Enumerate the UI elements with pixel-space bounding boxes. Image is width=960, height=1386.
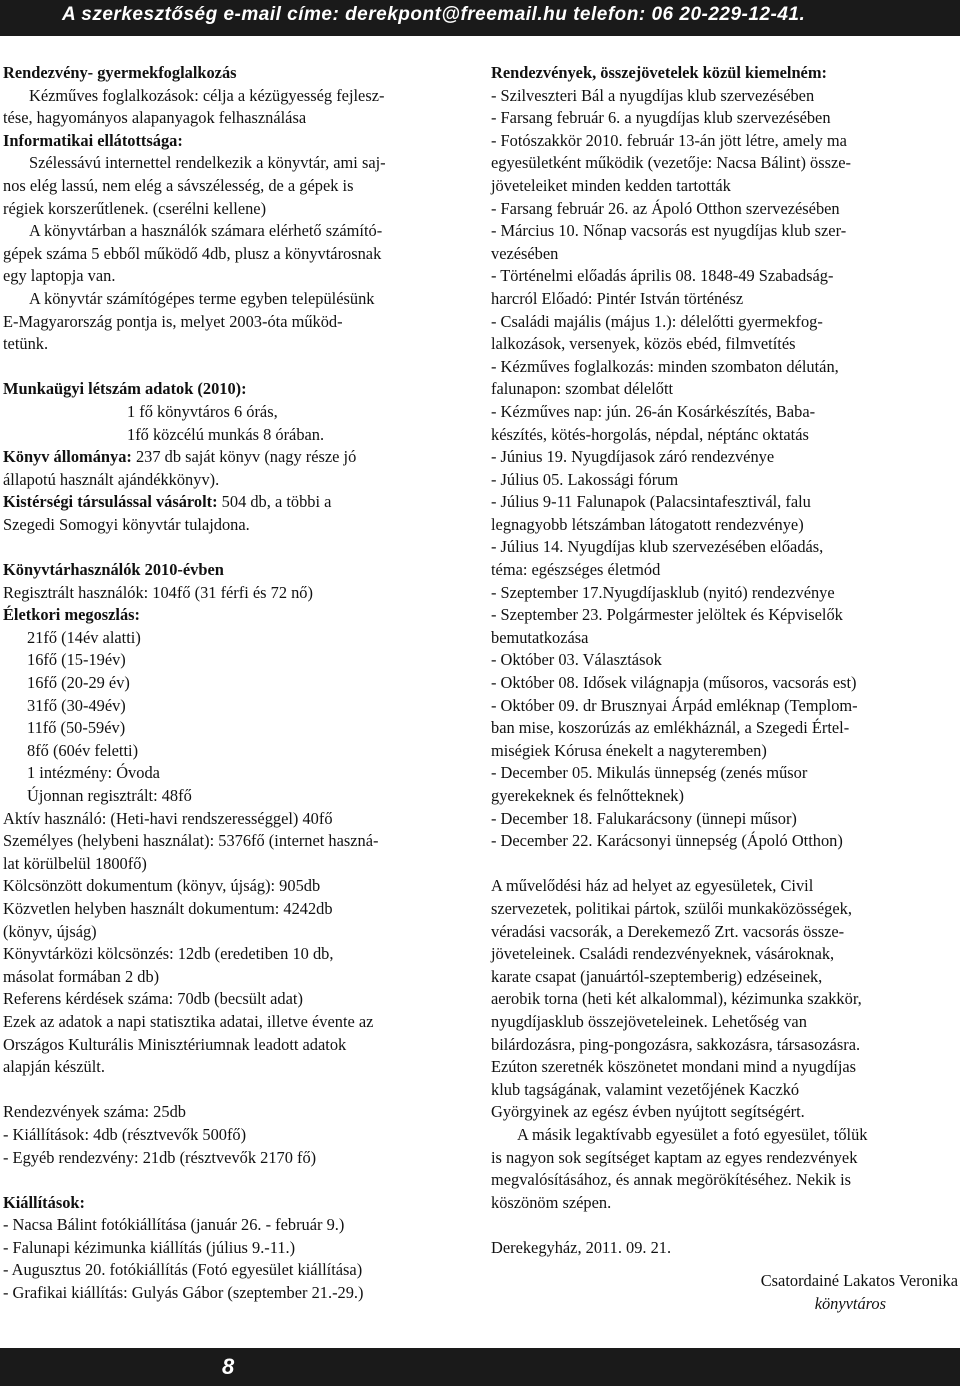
list-item: - Grafikai kiállítás: Gulyás Gábor (szeptember 21.-29.) — [3, 1283, 364, 1303]
list-item: - Egyéb rendezvény: 21db (résztvevők 2170 fő) — [3, 1147, 317, 1167]
text-line: Kézműves foglalkozások: célja a kézügyesség fejlesz- — [29, 85, 385, 105]
section-title: Informatikai ellátottsága: — [3, 130, 183, 150]
event-line: - Fotószakkör 2010. február 13-án jött létre, amely ma — [491, 130, 847, 150]
section-title: Könyvtárhasználók 2010-évben — [3, 560, 224, 580]
text-line: nyugdíjasklub összejöveteleinek. Lehetőség van — [491, 1011, 807, 1031]
text-line: (könyv, újság) — [3, 921, 97, 941]
text-line: Országos Kulturális Minisztériumnak leadott adatok — [3, 1034, 347, 1054]
text-line: tése, hagyományos alapanyagok felhasználása — [3, 108, 307, 128]
text-line: nos elég lassú, nem elég a sávszélesség, de a gépek is — [3, 175, 354, 195]
text-line: Ezek az adatok a napi statisztika adatai, illetve évente az — [3, 1011, 374, 1031]
text-line: A művelődési ház ad helyet az egyesületek, Civil — [491, 876, 814, 896]
text-line: Szélessávú internettel rendelkezik a könyvtár, ami saj- — [29, 153, 386, 173]
text-line: állapotú használt ajándékkönyv). — [3, 469, 220, 489]
event-line: - Farsang február 26. az Ápoló Otthon szervezésében — [491, 198, 840, 218]
section-title: Rendezvény- gyermekfoglalkozás — [3, 63, 237, 82]
event-line: ban mise, koszorúzás az emlékháznál, a Szegedi Értel- — [491, 718, 850, 738]
event-line: - Október 08. Idősek világnapja (műsoros, vacsorás est) — [491, 673, 857, 693]
event-line: - Június 19. Nyugdíjasok záró rendezvénye — [491, 447, 775, 467]
text-line: 1 fő könyvtáros 6 órás, — [127, 401, 278, 421]
event-line: - December 22. Karácsonyi ünnepség (Ápoló Otthon) — [491, 831, 843, 851]
event-line: - Szeptember 17.Nyugdíjasklub (nyitó) rendezvénye — [491, 582, 835, 602]
age-item: 21fő (14év alatti) — [27, 627, 141, 647]
section-title: Életkori megoszlás: — [3, 605, 141, 625]
text-line: régiek korszerűtlenek. (cserélni kellene) — [3, 198, 267, 218]
section-title: Munkaügyi létszám adatok (2010): — [3, 379, 247, 399]
event-line: legnagyobb létszámban látogatott rendezvénye) — [491, 514, 804, 534]
event-line: - Július 9-11 Falunapok (Palacsintafesztivál, falu — [491, 492, 811, 512]
text-line — [3, 491, 469, 514]
text-line: lat körülbelül 1800fő) — [3, 853, 147, 873]
event-line: - December 05. Mikulás ünnepség (zenés műsor — [491, 763, 808, 783]
text-line: aerobik torna (heti két alkalommal), kézimunka szakkör, — [491, 989, 862, 1009]
text-line: A könyvtár számítógépes terme egyben településünk — [29, 288, 375, 308]
event-line: egyesületként működik (vezetője: Nacsa Bálint) össze- — [491, 153, 852, 173]
text-line — [3, 446, 469, 469]
footer-bar — [0, 1348, 960, 1386]
text-line: Személyes (helybeni használat): 5376fő (internet haszná- — [3, 831, 379, 851]
header-bar — [0, 0, 960, 36]
list-item: - Augusztus 20. fotókiállítás (Fotó egyesület kiállítása) — [3, 1260, 363, 1280]
event-line: - Szeptember 23. Polgármester jelöltek és Képviselők — [491, 605, 843, 625]
text-line: egy laptopja van. — [3, 266, 116, 286]
event-line: - Október 09. dr Brusznyai Árpád emléknap (Templom- — [491, 695, 858, 715]
text-line: másolat formában 2 db) — [3, 966, 160, 986]
section-title: Rendezvények, összejövetelek közül kiemelném: — [491, 63, 827, 82]
event-line: miségiek Kórusa énekelt a nagyteremben) — [491, 740, 767, 760]
text-line: tetünk. — [3, 334, 49, 354]
event-line: - December 18. Falukarácsony (ünnepi műsor) — [491, 808, 797, 828]
event-line: harcról Előadó: Pintér István történész — [491, 288, 744, 308]
text-line: Györgyinek az egész évben nyújtott segítségért. — [491, 1102, 805, 1122]
text-line: A másik legaktívabb egyesület a fotó egyesület, tőlük — [517, 1124, 868, 1144]
event-line: jöveteleiket minden kedden tartották — [491, 175, 731, 195]
inline-text: 237 db saját könyv (nagy része jó — [131, 447, 357, 467]
paragraph — [491, 1124, 958, 1214]
inline-label: Könyv állománya: — [3, 447, 132, 467]
text-line: 1fő közcélú munkás 8 órában. — [127, 424, 325, 444]
section-title: Rendezvények száma: 25db — [3, 1102, 186, 1122]
inline-text: 504 db, a többi a — [217, 492, 332, 512]
left-column — [3, 62, 469, 1305]
text-line: Szegedi Somogyi könyvtár tulajdona. — [3, 514, 250, 534]
event-line: vezésében — [491, 243, 559, 263]
event-line: - Szilveszteri Bál a nyugdíjas klub szervezésében — [491, 85, 815, 105]
text-line: A könyvtárban a használók számara elérhető számító- — [29, 221, 383, 241]
text-line: Aktív használó: (Heti-havi rendszerességgel) 40fő — [3, 808, 333, 828]
event-list — [491, 85, 958, 853]
text-line: Regisztrált használók: 104fő (31 férfi és 72 nő) — [3, 582, 313, 602]
event-line: - Történelmi előadás április 08. 1848-49 Szabadság- — [491, 266, 834, 286]
text-line: véradási vacsorák, a Derekemező Zrt. vacsorás össze- — [491, 921, 845, 941]
text-line: E-Magyarország pontja is, melyet 2003-óta működ- — [3, 311, 343, 331]
event-line: - Kézműves nap: jún. 26-án Kosárkészítés, Baba- — [491, 401, 816, 421]
text-line: Ezúton szeretnék köszönetet mondani mind a nyugdíjas — [491, 1057, 857, 1077]
text-line: bilárdozásra, ping-pongozásra, sakkozásra, társasozásra. — [491, 1034, 861, 1054]
text-line: karate csapat (januártól-szeptemberig) edzéseinek, — [491, 966, 823, 986]
event-line: - Családi majális (május 1.): délelőtti gyermekfog- — [491, 311, 823, 331]
section-title: Kiállítások: — [3, 1192, 85, 1212]
age-item: Újonnan regisztrált: 48fő — [27, 786, 192, 805]
text-line: Kölcsönzött dokumentum (könyv, újság): 905db — [3, 876, 321, 896]
text-line: Közvetlen helyben használt dokumentum: 4242db — [3, 898, 333, 918]
text-line: klub tagságának, valamint vezetőjének Kaczkó — [491, 1079, 800, 1099]
text-line: alapján készült. — [3, 1057, 105, 1077]
text-line: is nagyon sok segítséget kaptam az egyes rendezvények — [491, 1147, 858, 1167]
age-item: 1 intézmény: Óvoda — [27, 763, 160, 783]
list-item: - Nacsa Bálint fotókiállítása (január 26. - február 9.) — [3, 1215, 345, 1235]
text-line: jöveteleinek. Családi rendezvényeknek, vásároknak, — [491, 944, 835, 964]
event-line: - Farsang február 6. a nyugdíjas klub szervezésében — [491, 108, 831, 128]
text-line: megvalósításához, és annak megörökítéséhez. Nekik is — [491, 1170, 852, 1190]
page-number: 8 — [222, 1354, 235, 1379]
signature-name: Csatordainé Lakatos Veronika — [760, 1271, 958, 1291]
event-line: - Július 05. Lakossági fórum — [491, 469, 679, 489]
paragraph — [491, 875, 958, 1124]
event-line: készítés, kötés-horgolás, népdal, néptánc oktatás — [491, 424, 809, 444]
event-line: - Március 10. Nőnap vacsorás est nyugdíjas klub szer- — [491, 221, 847, 241]
text-line: szervezetek, politikai pártok, szülői munkaközösségek, — [491, 898, 852, 918]
inline-label: Kistérségi társulással vásárolt: — [3, 492, 218, 512]
event-line: bemutatkozása — [491, 627, 589, 647]
event-line: - Kézműves foglalkozás: minden szombaton délután, — [491, 356, 839, 376]
text-line: Könyvtárközi kölcsönzés: 12db (eredetiben 10 db, — [3, 944, 334, 964]
header-contact-text: A szerkesztőség e-mail címe: derekpont@freemail.hu telefon: 06 20-229-12-41. — [62, 4, 806, 25]
event-line: - Október 03. Választások — [491, 650, 662, 670]
signature-role: könyvtáros — [814, 1294, 886, 1314]
event-line: gyerekeknek és felnőtteknek) — [491, 786, 684, 805]
age-item: 16fő (15-19év) — [27, 650, 126, 670]
event-line: téma: egészséges életmód — [491, 560, 661, 580]
list-item: - Falunapi kézimunka kiállítás (július 9.-11.) — [3, 1237, 296, 1257]
age-item: 8fő (60év feletti) — [27, 740, 139, 760]
text-line: köszönöm szépen. — [491, 1192, 612, 1212]
age-item: 31fő (30-49év) — [27, 695, 126, 715]
event-line: lalkozások, versenyek, közös ebéd, filmvetítés — [491, 334, 796, 354]
text-line: gépek száma 5 ebből működő 4db, plusz a könyvtárosnak — [3, 243, 382, 263]
list-item: - Kiállítások: 4db (résztvevők 500fő) — [3, 1124, 247, 1144]
right-column — [491, 62, 958, 1316]
age-item: 11fő (50-59év) — [27, 718, 126, 738]
event-line: - Július 14. Nyugdíjas klub szervezésében előadás, — [491, 537, 824, 557]
date-line: Derekegyház, 2011. 09. 21. — [491, 1237, 672, 1257]
text-line: Referens kérdések száma: 70db (becsült adat) — [3, 989, 303, 1009]
event-line: falunapon: szombat délelőtt — [491, 379, 674, 399]
age-item: 16fő (20-29 év) — [27, 673, 130, 693]
